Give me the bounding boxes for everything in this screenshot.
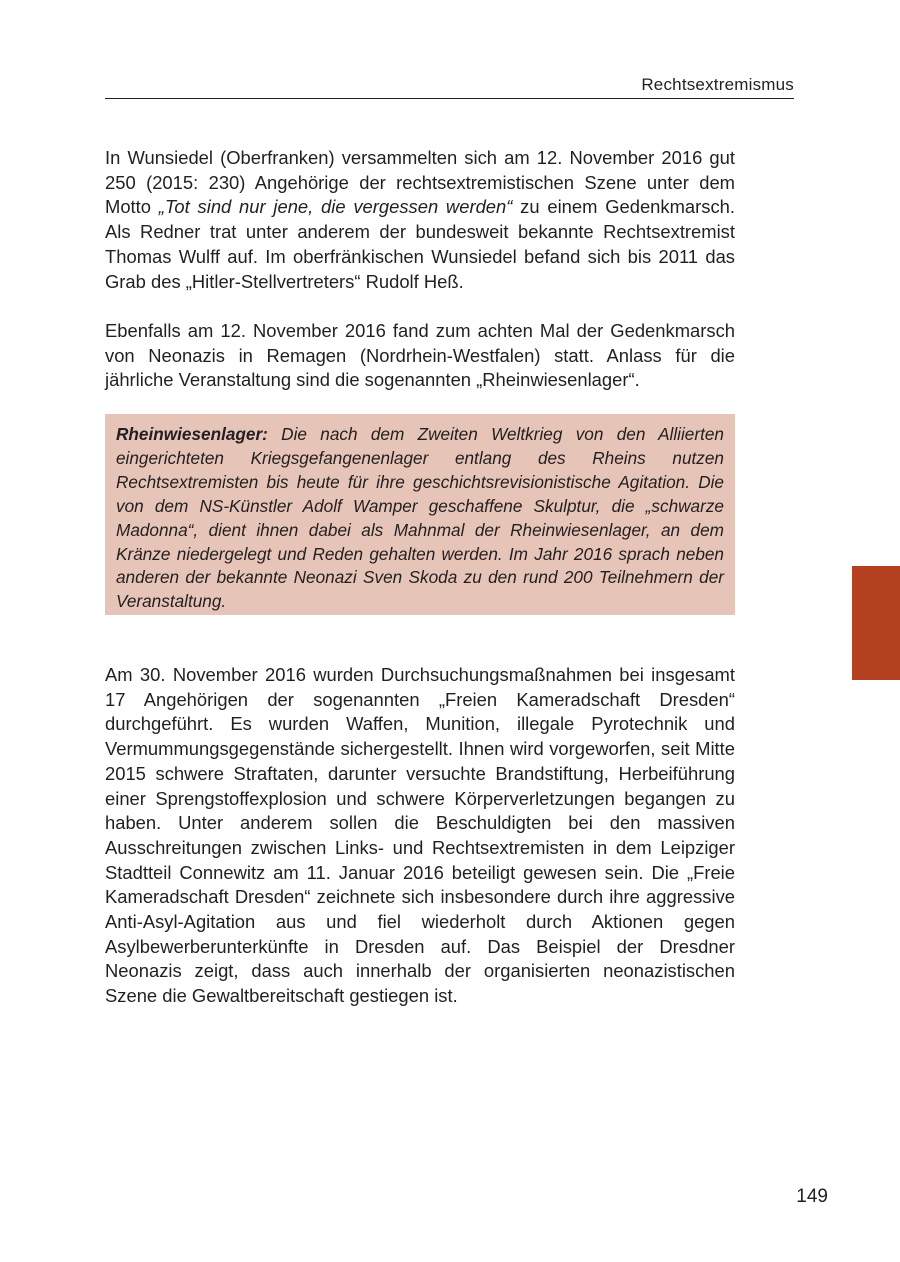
definition-box-rheinwiesenlager: [105, 414, 735, 615]
definition-term: Rheinwiesenlager:: [116, 424, 268, 444]
chapter-side-tab: [852, 566, 900, 680]
paragraph-wunsiedel: [105, 146, 735, 294]
definition-body: Die nach dem Zweiten Weltkrieg von den Alliierten eingerichteten Kriegsgefangenenlager entlang des Rheins nutzen Rechtsextremisten bis heute für ihre geschichtsrevisionistische Agitation. Die von dem NS-Künstler Adolf Wamper geschaffene Skulptur, die „schwarze Madonna“, dient ihnen dabei als Mahnmal der Rheinwiesenlager, an dem Kränze niedergelegt und Reden gehalten werden. Im Jahr 2016 sprach neben anderen der bekannte Neonazi Sven Skoda zu den rund 200 Teilnehmern der Veranstaltung.: [116, 424, 724, 612]
page-number: 149: [796, 1186, 828, 1207]
running-header-title: Rechtsextremismus: [641, 75, 794, 94]
paragraph-wunsiedel-intro: In Wunsiedel (Oberfranken) versammelten sich am 12. November 2016 gut 250 (2015: 230) Angehörige der rechtsextremistischen Szene unter dem Motto: [105, 147, 735, 218]
definition-text: [116, 423, 724, 614]
paragraph-wunsiedel-rest: zu einem Gedenkmarsch. Als Redner trat unter anderem der bundesweit bekannte Rechtsextremist Thomas Wulff auf. Im oberfränkischen Wunsiedel befand sich bis 2011 das Grab des „Hitler-Stellvertreters“ Rudolf Heß.: [105, 196, 736, 292]
paragraph-dresden: Am 30. November 2016 wurden Durchsuchungsmaßnahmen bei insgesamt 17 Angehörigen der sogenannten „Freien Kameradschaft Dresden“ durchgeführt. Es wurden Waffen, Munition, illegale Pyrotechnik und Vermummungsgegenstände sichergestellt. Ihnen wird vorgeworfen, seit Mitte 2015 schwere Straftaten, darunter versuchte Brandstiftung, Herbeiführung einer Sprengstoffexplosion und schwere Körperverletzungen begangen zu haben. Unter anderem sollen die Beschuldigten bei den massiven Ausschreitungen zwischen Links- und Rechtsextremisten in dem Leipziger Stadtteil Connewitz am 11. Januar 2016 beteiligt gewesen sein. Die „Freie Kameradschaft Dresden“ zeichnete sich insbesondere durch ihre aggressive Anti-Asyl-Agitation aus und fiel wiederholt durch Aktionen gegen Asylbewerberunterkünfte in Dresden auf. Das Beispiel der Dresdner Neonazis zeigt, dass auch innerhalb der organisierten neonazistischen Szene die Gewaltbereitschaft gestiegen ist.: [105, 664, 735, 1007]
header-divider: [105, 98, 794, 99]
motto-quote: „Tot sind nur jene, die vergessen werden“: [158, 196, 513, 218]
paragraph-remagen: Ebenfalls am 12. November 2016 fand zum achten Mal der Gedenkmarsch von Neonazis in Remagen (Nordrhein-Westfalen) statt. Anlass für die jährliche Veranstaltung sind die sogenannten „Rheinwiesenlager“.: [105, 320, 735, 391]
